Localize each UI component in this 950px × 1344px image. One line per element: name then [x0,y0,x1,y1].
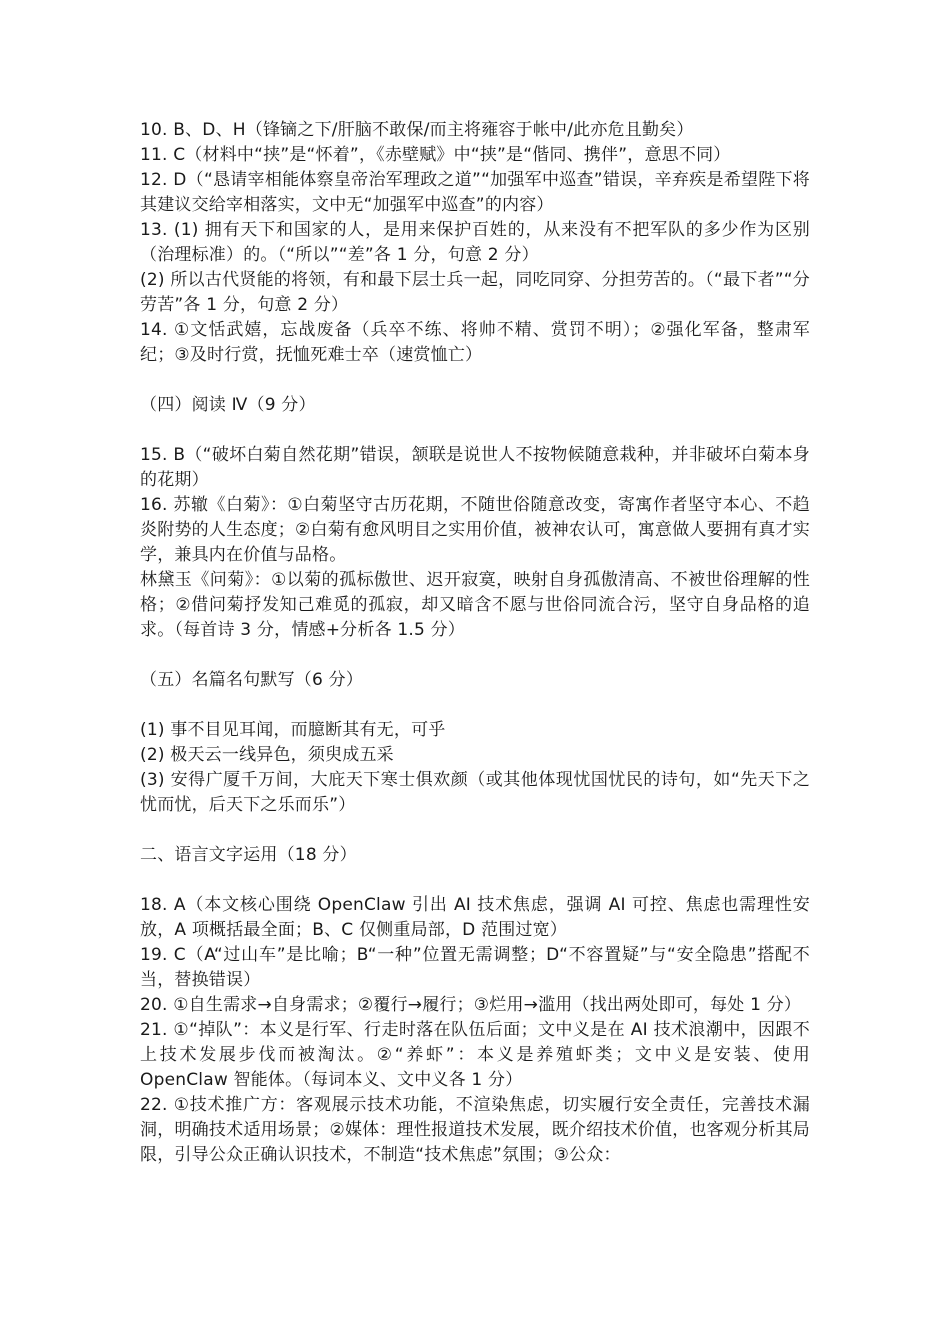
answer-18: 18. A（本文核心围绕 OpenClaw 引出 AI 技术焦虑，强调 AI 可控、焦虑也需理性安放，A 项概括最全面；B、C 仅侧重局部，D 范围过宽） [140,895,810,940]
answer-page [140,118,810,1168]
answer-19: 19. C（A“过山车”是比喻；B“一种”位置无需调整；D“不容置疑”与“安全隐患”搭配不当，替换错误） [140,945,810,990]
answer-21: 21. ①“掉队”：本义是行军、行走时落在队伍后面；文中义是在 AI 技术浪潮中，因跟不上技术发展步伐而被淘汰。②“养虾”：本义是养殖虾类；文中义是安装、使用 OpenClaw 智能体。（每词本义、文中义各 1 分） [140,1020,810,1090]
answer-14: 14. ①文恬武嬉，忘战废备（兵卒不练、将帅不精、赏罚不明）；②强化军备，整肃军纪；③及时行赏，抚恤死难士卒（速赏恤亡） [140,320,810,365]
section-heading-reading-4: （四）阅读 Ⅳ（9 分） [140,395,316,415]
section-language-use-answers [140,893,810,1168]
section-heading-language-use: 二、语言文字运用（18 分） [140,845,357,865]
section-reading-3-answers [140,118,810,368]
answer-16-subzhe: 16. 苏辙《白菊》：①白菊坚守古历花期，不随世俗随意改变，寄寓作者坚守本心、不趋炎附势的人生态度；②白菊有愈风明目之实用价值，被神农认可，寓意做人要拥有真才实学，兼具内在价值与品格。 [140,495,810,565]
answer-20: 20. ①自生需求→自身需求；②覆行→履行；③烂用→滥用（找出两处即可，每处 1 分） [140,995,802,1015]
section-reading-4-answers [140,443,810,643]
answer-13-1: 13. (1) 拥有天下和国家的人，是用来保护百姓的，从来没有不把军队的多少作为区别（治理标准）的。（“所以”“差”各 1 分，句意 2 分） [140,220,810,265]
section-dictation-answers [140,718,810,818]
dictation-1: (1) 事不目见耳闻，而臆断其有无，可乎 [140,720,446,740]
answer-10: 10. B、D、H（锋镝之下/肝脑不敢保/而主将雍容于帐中/此亦危且勤矣） [140,120,694,140]
answer-22: 22. ①技术推广方：客观展示技术功能，不渲染焦虑，切实履行安全责任，完善技术漏洞，明确技术适用场景；②媒体：理性报道技术发展，既介绍技术价值，也客观分析其局限，引导公众正确认识技术，不制造“技术焦虑”氛围；③公众： [140,1095,810,1165]
dictation-2: (2) 极天云一线异色，须臾成五采 [140,745,394,765]
answer-13-2: (2) 所以古代贤能的将领，有和最下层士兵一起，同吃同穿、分担劳苦的。（“最下者”“分劳苦”各 1 分，句意 2 分） [140,270,810,315]
answer-12: 12. D（“恳请宰相能体察皇帝治军理政之道”“加强军中巡查”错误，辛弃疾是希望陛下将其建议交给宰相落实，文中无“加强军中巡查”的内容） [140,170,810,215]
answer-15: 15. B（“破坏白菊自然花期”错误，颔联是说世人不按物候随意栽种，并非破坏白菊本身的花期） [140,445,810,490]
section-heading-dictation: （五）名篇名句默写（6 分） [140,670,364,690]
answer-11: 11. C（材料中“挟”是“怀着”，《赤壁赋》中“挟”是“偕同、携伴”，意思不同） [140,145,731,165]
answer-16-lindaiyu: 林黛玉《问菊》：①以菊的孤标傲世、迟开寂寞，映射自身孤傲清高、不被世俗理解的性格；②借问菊抒发知己难觅的孤寂，却又暗含不愿与世俗同流合污，坚守自身品格的追求。（每首诗 3 分，情感+分析各 1.5 分） [140,570,810,640]
dictation-3: (3) 安得广厦千万间，大庇天下寒士俱欢颜（或其他体现忧国忧民的诗句，如“先天下之忧而忧，后天下之乐而乐”） [140,770,810,815]
